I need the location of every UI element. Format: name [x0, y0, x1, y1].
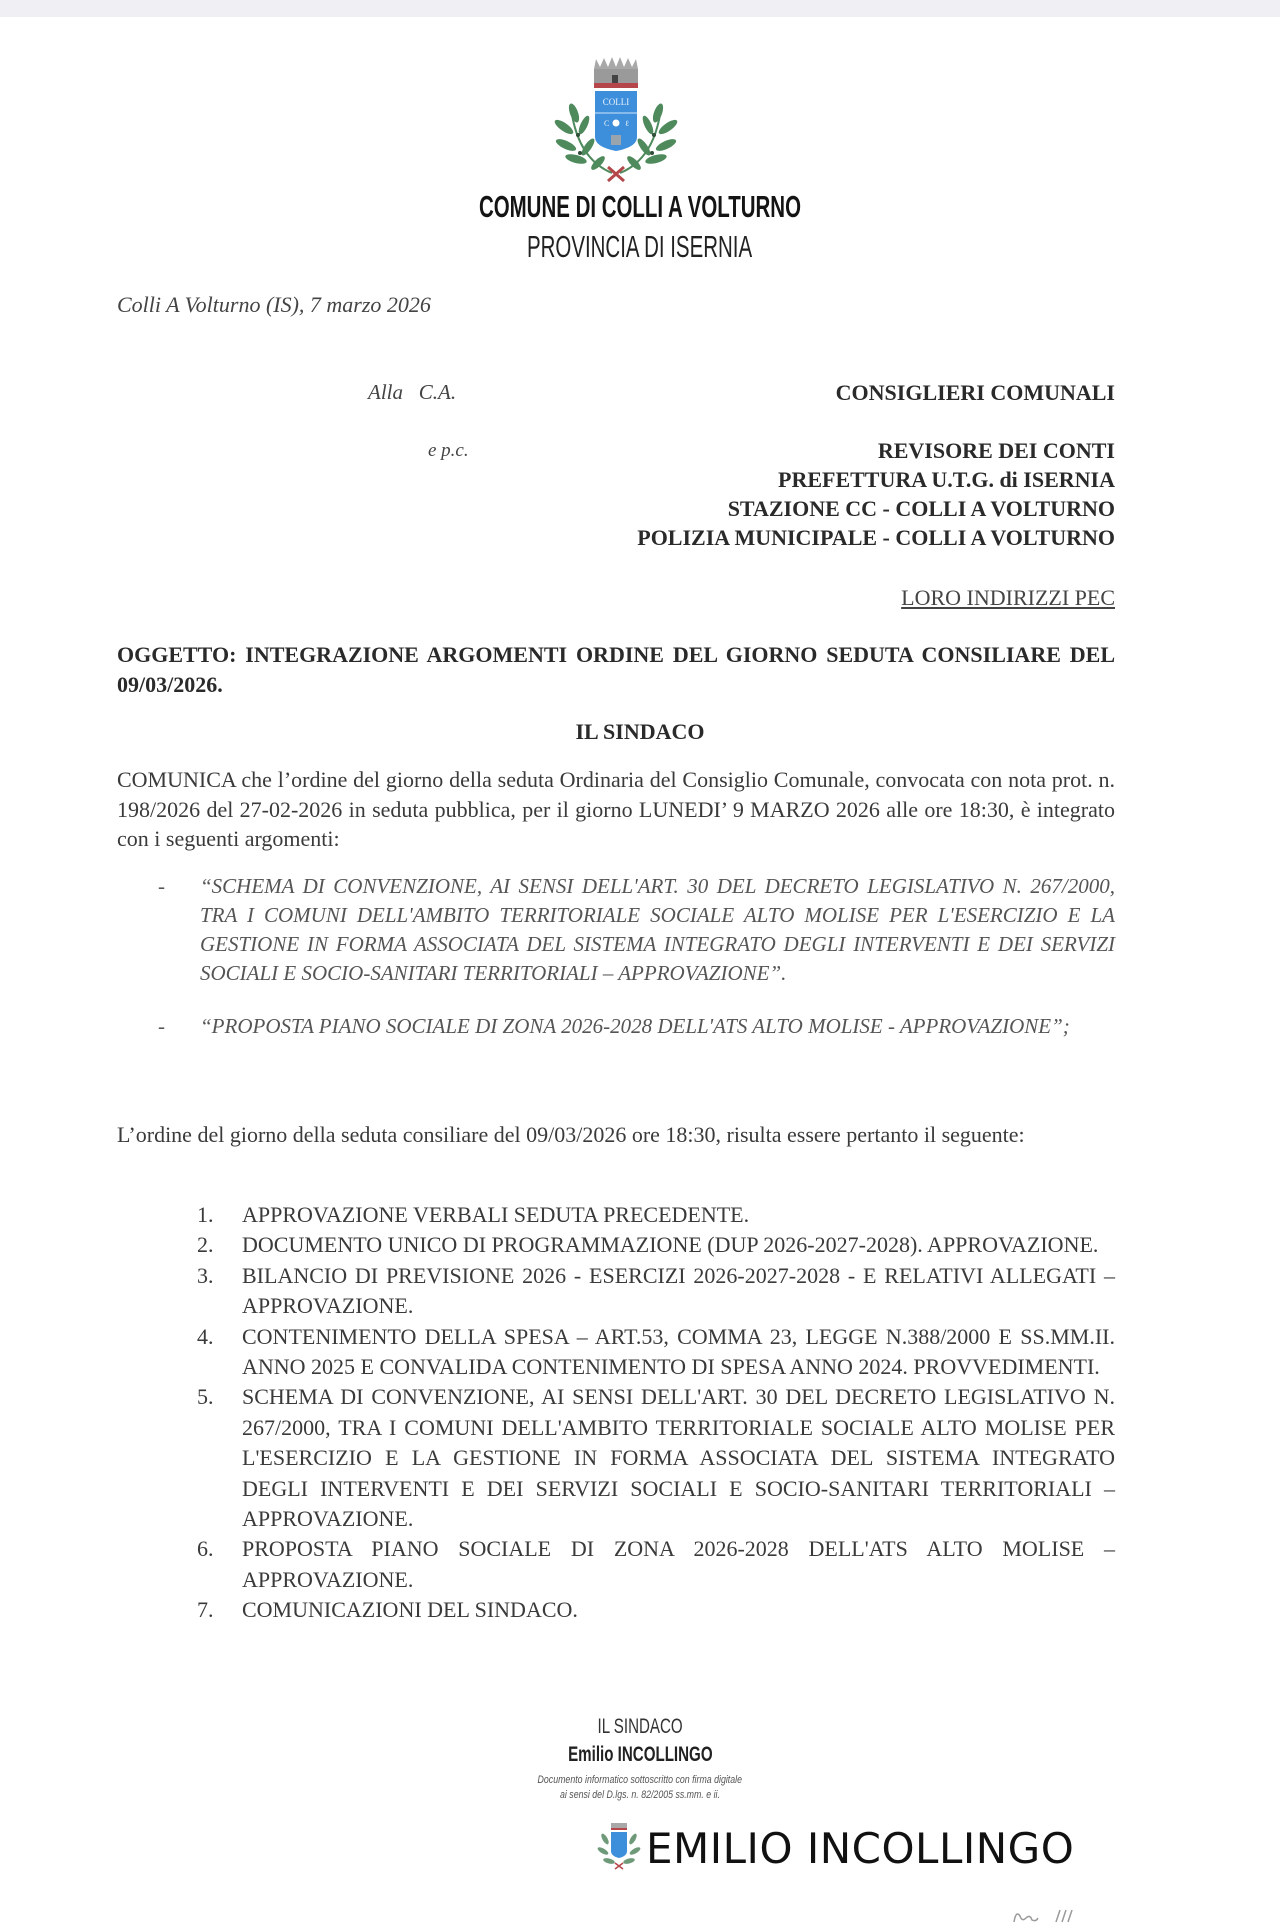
- agenda-number: 4.: [197, 1323, 214, 1349]
- crown-icon: [594, 57, 638, 88]
- agenda-item: [197, 1595, 1115, 1625]
- digital-signature-note: Documento informatico sottoscritto con firma digitale: [537, 1774, 743, 1786]
- agenda-text: CONTENIMENTO DELLA SPESA – ART.53, COMMA 23, LEGGE N.388/2000 E SS.MM.II. ANNO 2025 E CONVALIDA CONTENIMENTO DI SPESA ANNO 2024. PROVVEDIMENTI.: [242, 1323, 1115, 1380]
- agenda-text: SCHEMA DI CONVENZIONE, AI SENSI DELL'ART. 30 DEL DECRETO LEGISLATIVO N. 267/2000, TRA I COMUNI DELL'AMBITO TERRITORIALE SOCIALE ALTO MOLISE PER L'ESERCIZIO E LA GESTIONE IN FORMA ASSOCIATA DEL SISTEMA INTEGRATO DEGLI INTERVENTI E DEI SERVIZI SOCIALI E SOCIO-SANITARI TERRITORIALI – APPROVAZIONE.: [242, 1384, 1115, 1532]
- cc-addressee: STAZIONE CC - COLLI A VOLTURNO: [727, 496, 1115, 521]
- agenda-number: 1.: [197, 1202, 214, 1227]
- cc-label: e p.c.: [428, 440, 469, 461]
- agenda-item: [197, 1230, 1115, 1260]
- agenda-text: PROPOSTA PIANO SOCIALE DI ZONA 2026-2028 DELL'ATS ALTO MOLISE – APPROVAZIONE.: [242, 1536, 1115, 1592]
- handwritten-signature-icon: [1010, 1906, 1090, 1924]
- status-bar: [0, 0, 1280, 17]
- agenda-number: 7.: [197, 1597, 214, 1623]
- bullet-mark: -: [158, 874, 165, 898]
- cc-addressee: PREFETTURA U.T.G. di ISERNIA: [778, 467, 1115, 492]
- agenda-text: APPROVAZIONE VERBALI SEDUTA PRECEDENTE.: [242, 1202, 750, 1227]
- signature-stamp: [596, 1818, 1074, 1878]
- agenda-text: COMUNICAZIONI DEL SINDACO.: [242, 1597, 578, 1623]
- svg-text:COLLI: COLLI: [602, 97, 630, 107]
- agenda-text: BILANCIO DI PREVISIONE 2026 - ESERCIZI 2026-2027-2028 - E RELATIVI ALLEGATI – APPROVAZIONE.: [242, 1262, 1115, 1319]
- bullet-mark: -: [158, 1014, 165, 1038]
- svg-text:C: C: [604, 119, 610, 128]
- agenda-item: [197, 1322, 1115, 1383]
- digital-signature-note: ai sensi del D.lgs. n. 82/2005 ss.mm. e ii.: [560, 1789, 720, 1801]
- agenda-item: [197, 1534, 1115, 1595]
- agenda-number: 3.: [197, 1262, 214, 1288]
- added-items-list: [155, 872, 1115, 1065]
- municipality-name: COMUNE DI COLLI A VOLTURNO: [478, 189, 802, 224]
- agenda-text: DOCUMENTO UNICO DI PROGRAMMAZIONE (DUP 2026-2027-2028). APPROVAZIONE.: [242, 1232, 1099, 1258]
- agenda-number: 5.: [197, 1384, 214, 1410]
- agenda-number: 6.: [197, 1536, 214, 1562]
- signature-name: Emilio INCOLLINGO: [567, 1743, 713, 1766]
- delivery-method: LORO INDIRIZZI PEC: [901, 585, 1115, 610]
- agenda-item: [197, 1200, 1115, 1230]
- agenda-intro: L’ordine del giorno della seduta consiliare del 09/03/2026 ore 18:30, risulta essere pertanto il seguente:: [117, 1122, 1025, 1147]
- cc-addressee: REVISORE DEI CONTI: [877, 438, 1115, 463]
- attention-label: Alla C.A.: [368, 380, 457, 404]
- place-date: Colli A Volturno (IS), 7 marzo 2026: [117, 292, 431, 317]
- crest-stamp-icon: [596, 1821, 642, 1875]
- cc-addressee: POLIZIA MUNICIPALE - COLLI A VOLTURNO: [637, 525, 1115, 550]
- added-item-text: “SCHEMA DI CONVENZIONE, AI SENSI DELL'ART. 30 DEL DECRETO LEGISLATIVO N. 267/2000, TRA I COMUNI DELL'AMBITO TERRITORIALE SOCIALE ALTO MOLISE PER L'ESERCIZIO E LA GESTIONE IN FORMA ASSOCIATA DEL SISTEMA INTEGRATO DEGLI INTERVENTI E DEI SERVIZI SOCIALI E SOCIO-SANITARI TERRITORIALI – APPROVAZIONE”.: [200, 874, 1115, 985]
- added-item: [155, 1012, 1115, 1041]
- municipal-crest-icon: [550, 55, 680, 185]
- subject-line: OGGETTO: INTEGRAZIONE ARGOMENTI ORDINE DEL GIORNO SEDUTA CONSILIARE DEL 09/03/2026.: [117, 642, 1115, 697]
- agenda-item: [197, 1261, 1115, 1322]
- primary-addressee: CONSIGLIERI COMUNALI: [835, 380, 1115, 405]
- added-item-text: “PROPOSTA PIANO SOCIALE DI ZONA 2026-2028 DELL'ATS ALTO MOLISE - APPROVAZIONE”;: [200, 1014, 1070, 1038]
- province-name: PROVINCIA DI ISERNIA: [527, 229, 753, 264]
- sender-heading: IL SINDACO: [575, 719, 705, 744]
- intro-paragraph: COMUNICA che l’ordine del giorno della seduta Ordinaria del Consiglio Comunale, convocata con nota prot. n. 198/2026 del 27-02-2026 in seduta pubblica, per il giorno LUNEDI’ 9 MARZO 2026 alle ore 18:30, è integrato con i seguenti argomenti:: [117, 767, 1115, 851]
- agenda-list: [197, 1200, 1115, 1626]
- stamp-name: EMILIO INCOLLINGO: [646, 1823, 1075, 1873]
- agenda-item: [197, 1382, 1115, 1534]
- signature-title: IL SINDACO: [597, 1715, 683, 1738]
- svg-text:ℓ: ℓ: [625, 119, 629, 128]
- agenda-number: 2.: [197, 1232, 214, 1258]
- added-item: [155, 872, 1115, 988]
